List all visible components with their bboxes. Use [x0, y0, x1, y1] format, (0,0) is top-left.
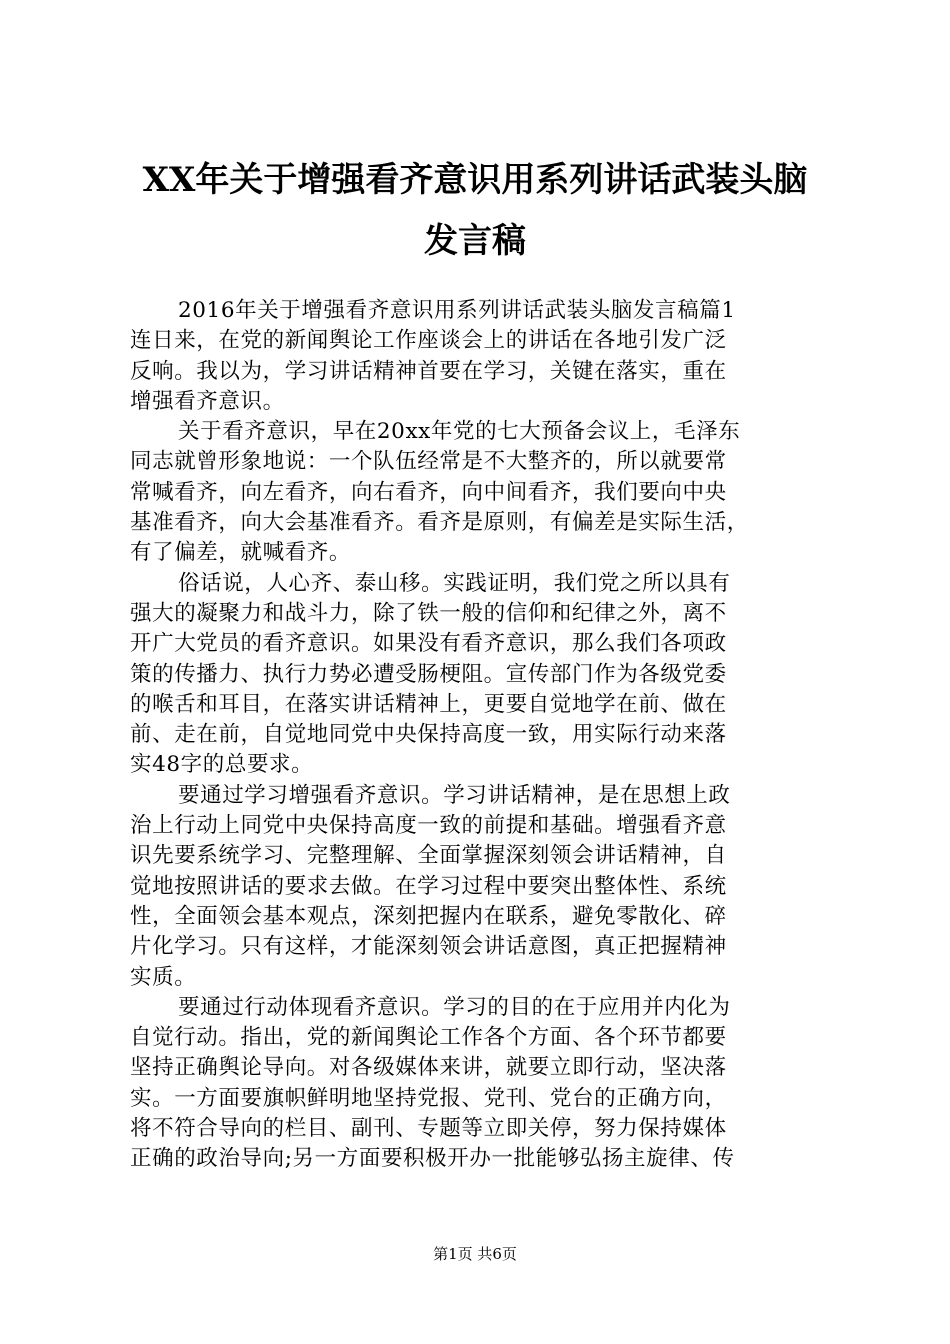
- text-line: 要通过学习增强看齐意识。学习讲话精神，是在思想上政: [178, 782, 731, 808]
- text-line: 正确的政治导向;另一方面要积极开办一批能够弘扬主旋律、传: [130, 1146, 735, 1172]
- text-line: 实48字的总要求。: [130, 752, 314, 778]
- text-line: 反响。我以为，学习讲话精神首要在学习，关键在落实，重在: [130, 358, 727, 384]
- text-line: 前、走在前，自觉地同党中央保持高度一致，用实际行动来落: [130, 722, 727, 748]
- text-line: 关于看齐意识，早在20xx年党的七大预备会议上，毛泽东: [178, 419, 741, 445]
- document-title-line-2: 发言稿: [424, 221, 526, 261]
- text-line: 连日来，在党的新闻舆论工作座谈会上的讲话在各地引发广泛: [130, 328, 727, 354]
- text-line: 策的传播力、执行力势必遭受肠梗阻。宣传部门作为各级党委: [130, 661, 727, 687]
- text-line: 片化学习。只有这样，才能深刻领会讲话意图，真正把握精神: [130, 934, 727, 960]
- text-line: 的喉舌和耳目，在落实讲话精神上，更要自觉地学在前、做在: [130, 691, 727, 717]
- text-line: 常喊看齐，向左看齐，向右看齐，向中间看齐，我们要向中央: [130, 479, 727, 505]
- text-line: 基准看齐，向大会基准看齐。看齐是原则，有偏差是实际生活，: [130, 510, 749, 536]
- text-line: 识先要系统学习、完整理解、全面掌握深刻领会讲话精神，自: [130, 843, 727, 869]
- text-line: 俗话说，人心齐、泰山移。实践证明，我们党之所以具有: [178, 570, 731, 596]
- document-body: [130, 296, 830, 1175]
- text-line: 开广大党员的看齐意识。如果没有看齐意识，那么我们各项政: [130, 631, 727, 657]
- text-line: 觉地按照讲话的要求去做。在学习过程中要突出整体性、系统: [130, 873, 727, 899]
- text-line: 同志就曾形象地说：一个队伍经常是不大整齐的，所以就要常: [130, 449, 727, 475]
- text-line: 自觉行动。指出，党的新闻舆论工作各个方面、各个环节都要: [130, 1025, 727, 1051]
- text-line: 有了偏差，就喊看齐。: [130, 540, 352, 566]
- text-line: 实质。: [130, 964, 197, 990]
- document-title-line-1: XX年关于增强看齐意识用系列讲话武装头脑: [142, 160, 808, 200]
- page-footer: 第1页 共6页: [433, 1245, 517, 1263]
- text-line: 增强看齐意识。: [130, 388, 285, 414]
- text-line: 将不符合导向的栏目、副刊、专题等立即关停，努力保持媒体: [130, 1116, 727, 1142]
- text-line: 要通过行动体现看齐意识。学习的目的在于应用并内化为: [178, 994, 731, 1020]
- text-line: 坚持正确舆论导向。对各级媒体来讲，就要立即行动，坚决落: [130, 1055, 727, 1081]
- text-line: 强大的凝聚力和战斗力，除了铁一般的信仰和纪律之外，离不: [130, 600, 727, 626]
- text-line: 2016年关于增强看齐意识用系列讲话武装头脑发言稿篇1: [178, 298, 736, 323]
- text-line: 性，全面领会基本观点，深刻把握内在联系，避免零散化、碎: [130, 903, 727, 929]
- text-line: 治上行动上同党中央保持高度一致的前提和基础。增强看齐意: [130, 813, 727, 839]
- text-line: 实。一方面要旗帜鲜明地坚持党报、党刊、党台的正确方向，: [130, 1085, 727, 1111]
